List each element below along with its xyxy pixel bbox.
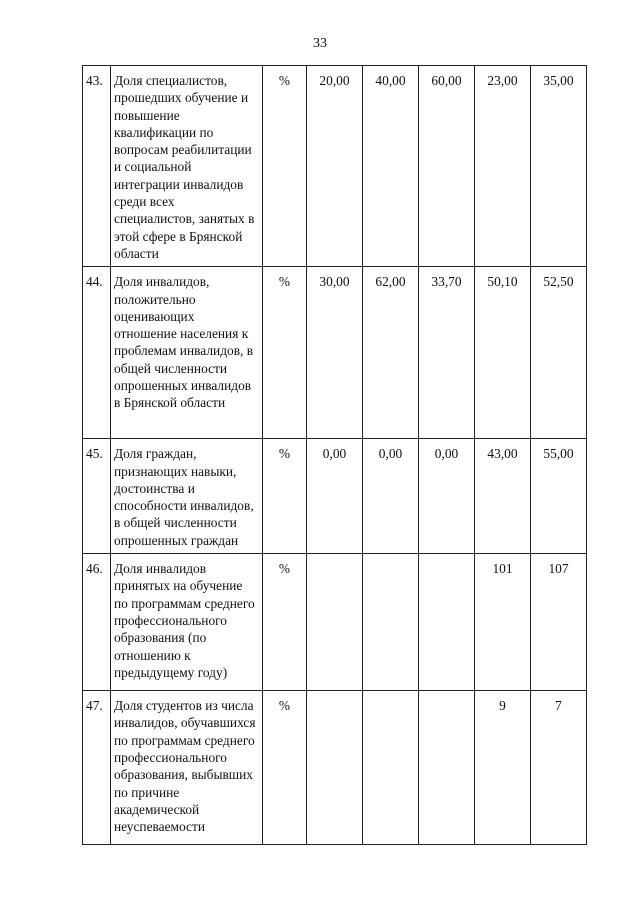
- value-cell: 40,00: [363, 66, 419, 267]
- table-row: [83, 66, 587, 267]
- value-cell: 55,00: [531, 439, 587, 554]
- indicator-description: Доля студентов из числа инвалидов, обучавшихся по программам среднего профессионального образования, выбывших по причине академической неуспеваемости: [111, 691, 263, 845]
- value-cell: [419, 554, 475, 691]
- value-cell: [307, 554, 363, 691]
- value-cell: 0,00: [363, 439, 419, 554]
- row-number: 43.: [83, 66, 111, 267]
- table-row: [83, 267, 587, 439]
- value-cell: 30,00: [307, 267, 363, 439]
- value-cell: 7: [531, 691, 587, 845]
- value-cell: 50,10: [475, 267, 531, 439]
- value-cell: 62,00: [363, 267, 419, 439]
- unit-cell: %: [263, 554, 307, 691]
- value-cell: 107: [531, 554, 587, 691]
- indicator-description: Доля граждан, признающих навыки, достоинства и способности инвалидов, в общей численности опрошенных граждан: [111, 439, 263, 554]
- value-cell: [363, 691, 419, 845]
- value-cell: 20,00: [307, 66, 363, 267]
- value-cell: 9: [475, 691, 531, 845]
- value-cell: [307, 691, 363, 845]
- value-cell: [363, 554, 419, 691]
- indicator-description: Доля специалистов, прошедших обучение и повышение квалификации по вопросам реабилитации и социальной интеграции инвалидов среди всех специалистов, занятых в этой сфере в Брянской области: [111, 66, 263, 267]
- indicators-table: [82, 65, 587, 845]
- row-number: 45.: [83, 439, 111, 554]
- unit-cell: %: [263, 66, 307, 267]
- unit-cell: %: [263, 691, 307, 845]
- value-cell: 52,50: [531, 267, 587, 439]
- table-row: [83, 691, 587, 845]
- value-cell: 33,70: [419, 267, 475, 439]
- value-cell: 35,00: [531, 66, 587, 267]
- indicator-description: Доля инвалидов принятых на обучение по программам среднего профессионального образования (по отношению к предыдущему году): [111, 554, 263, 691]
- page-number: 33: [313, 36, 327, 51]
- value-cell: 23,00: [475, 66, 531, 267]
- row-number: 47.: [83, 691, 111, 845]
- row-number: 44.: [83, 267, 111, 439]
- value-cell: 60,00: [419, 66, 475, 267]
- table-row: [83, 439, 587, 554]
- indicator-description: Доля инвалидов, положительно оценивающих отношение населения к проблемам инвалидов, в общей численности опрошенных инвалидов в Брянской области: [111, 267, 263, 439]
- value-cell: 0,00: [307, 439, 363, 554]
- table-row: [83, 554, 587, 691]
- unit-cell: %: [263, 267, 307, 439]
- value-cell: 0,00: [419, 439, 475, 554]
- value-cell: 43,00: [475, 439, 531, 554]
- row-number: 46.: [83, 554, 111, 691]
- value-cell: 101: [475, 554, 531, 691]
- value-cell: [419, 691, 475, 845]
- unit-cell: %: [263, 439, 307, 554]
